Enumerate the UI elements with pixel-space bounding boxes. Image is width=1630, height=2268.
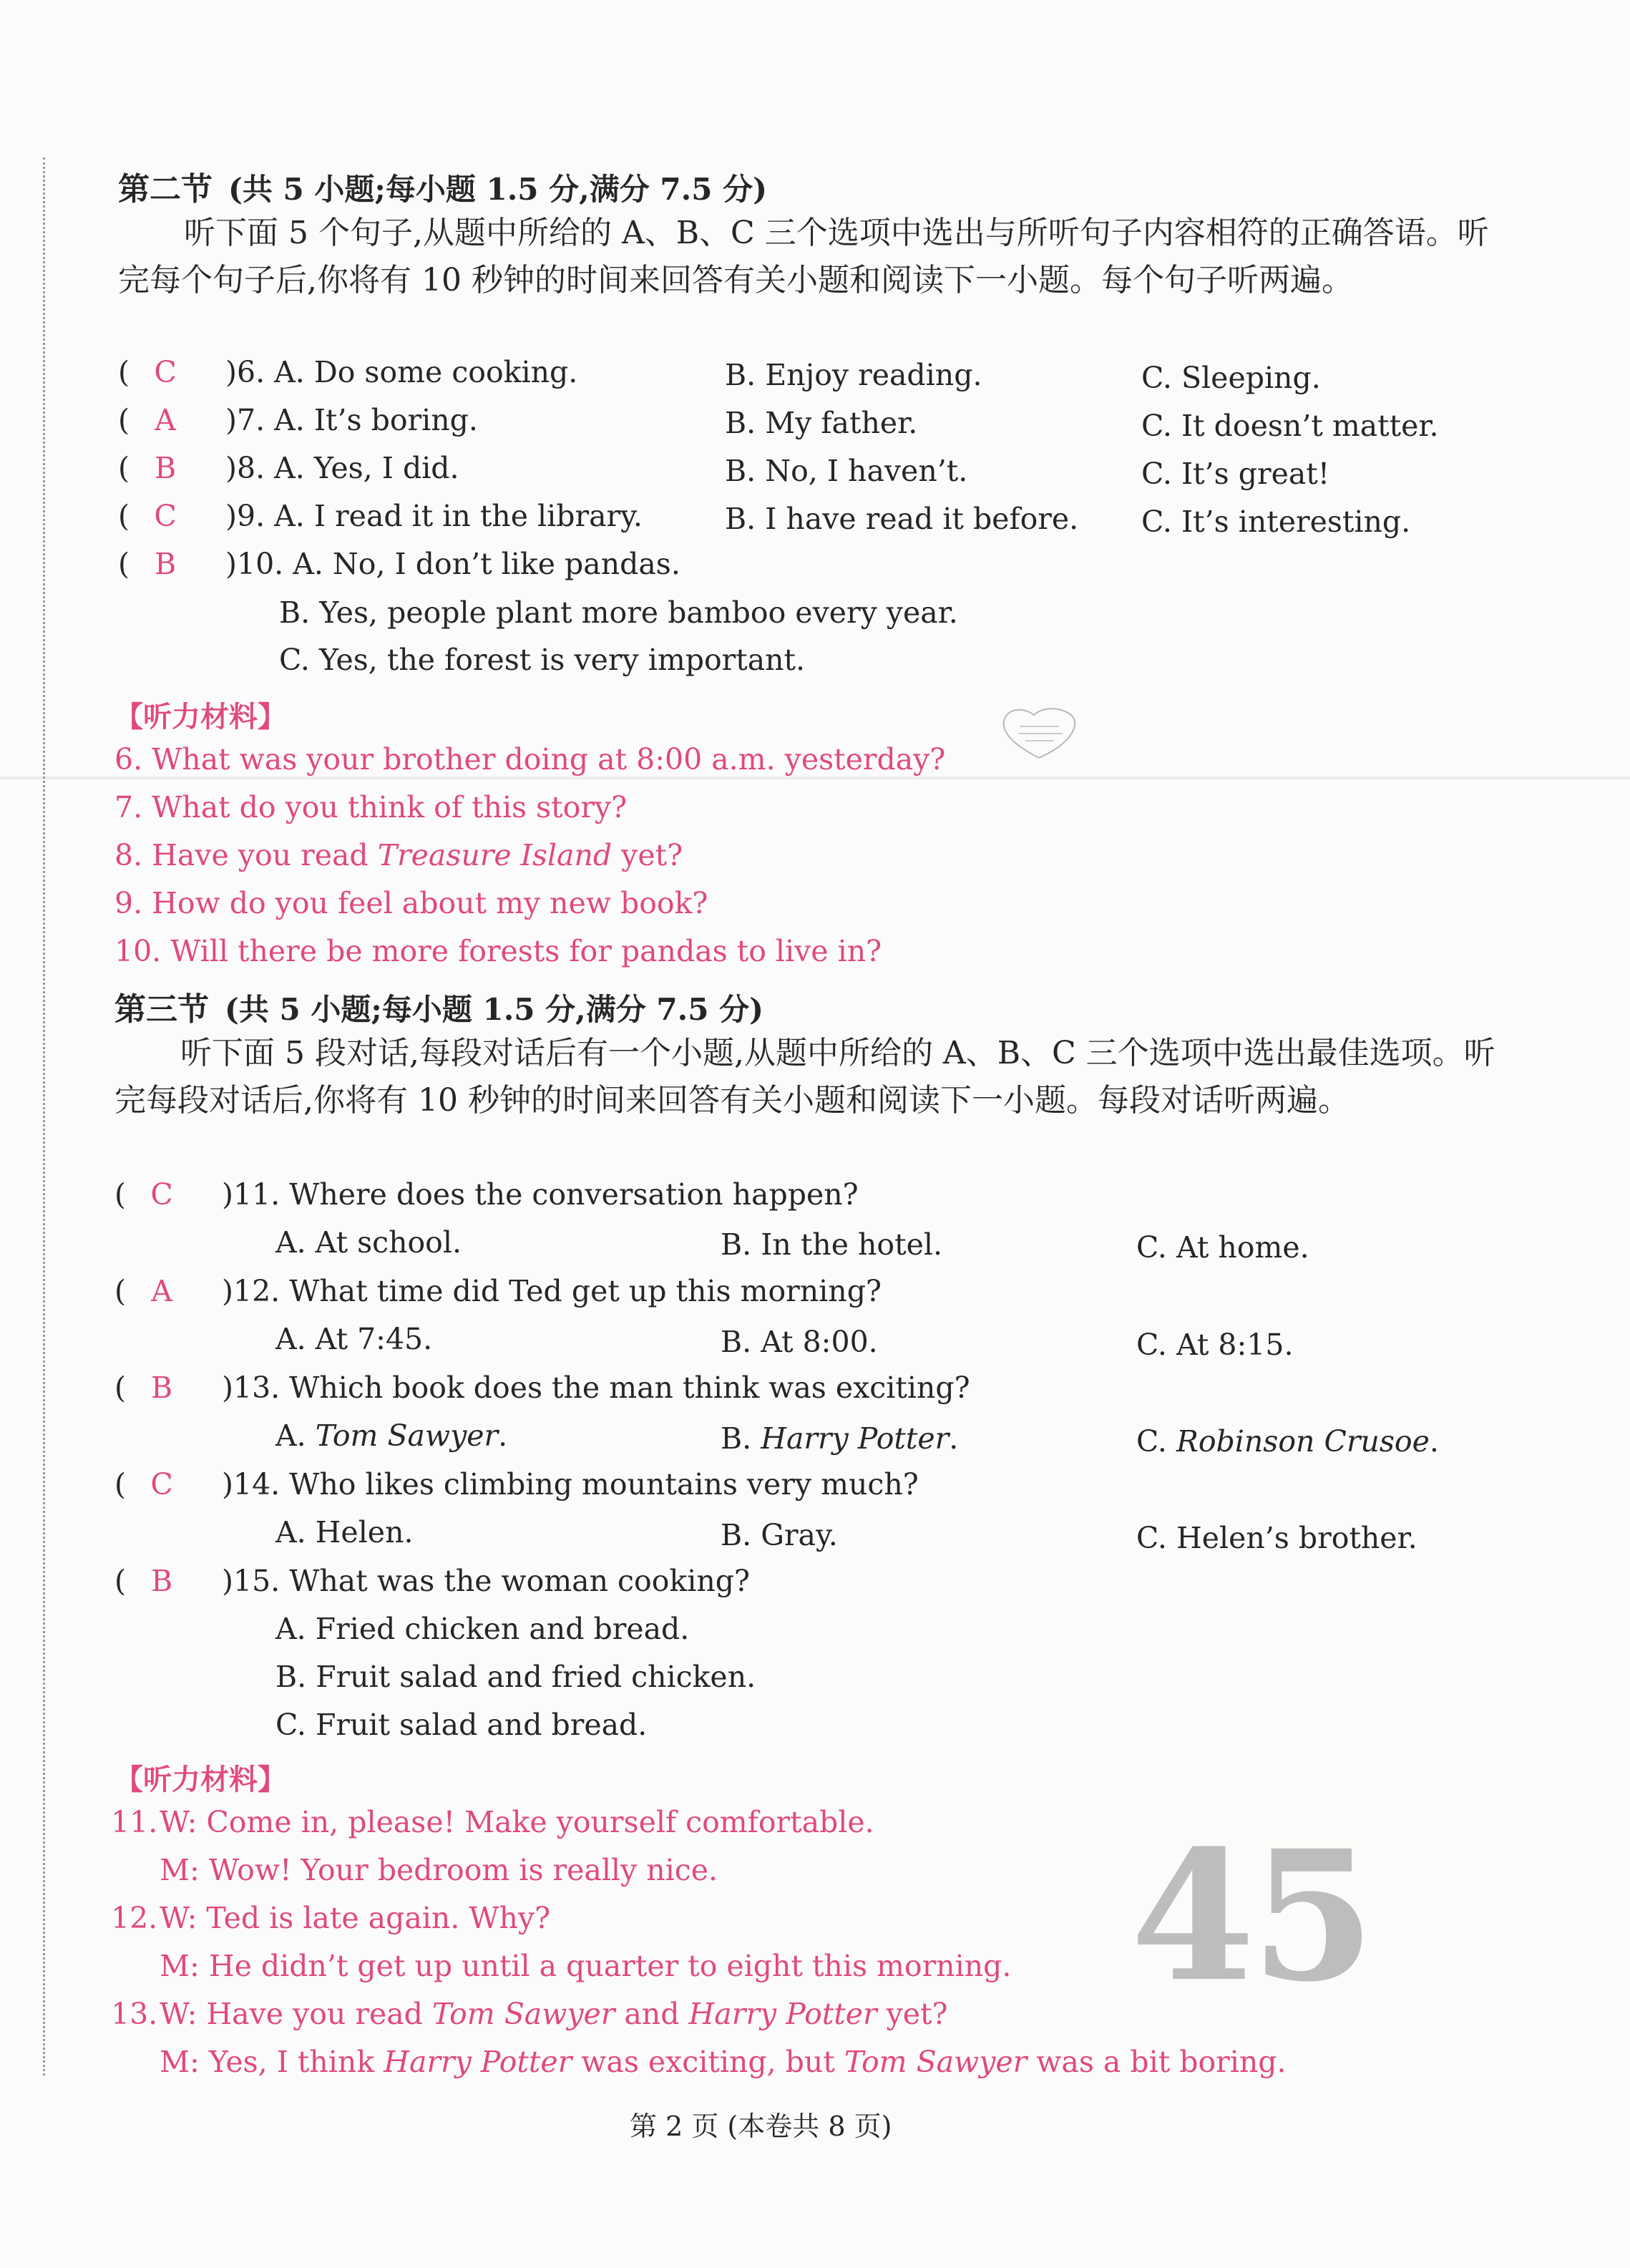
question-10: ( B )10. A. No, I don’t like pandas. — [118, 547, 680, 581]
option-c: C. At home. — [1136, 1230, 1309, 1265]
option-c: C. Yes, the forest is very important. — [279, 643, 806, 677]
section3-instruction — [114, 1030, 1495, 1124]
section3-heading — [114, 983, 763, 1029]
option-b: B. No, I haven’t. — [725, 454, 968, 488]
section3-title: 第三节 — [114, 991, 209, 1028]
option-b: B. I have read it before. — [725, 502, 1079, 536]
option-a: A. At school. — [275, 1225, 462, 1260]
option-a: A. At 7:45. — [275, 1322, 433, 1356]
answer-14: C — [150, 1467, 173, 1502]
option-c: C. It’s interesting. — [1141, 505, 1411, 539]
option-a: A. No, I don’t like pandas. — [293, 547, 680, 581]
section2-instruction — [118, 210, 1499, 304]
option-a: A. I read it in the library. — [274, 499, 643, 533]
option-c: C. At 8:15. — [1136, 1328, 1294, 1362]
answer-15: B — [150, 1564, 173, 1598]
option-b: B. In the hotel. — [721, 1227, 942, 1262]
material-line-8: 8. Have you read Treasure Island yet? — [114, 838, 683, 872]
option-a: A. It’s boring. — [274, 403, 478, 437]
question-9: ( C )9. A. I read it in the library. — [118, 499, 643, 533]
material-line-13m: M: Yes, I think Harry Potter was exciting, but Tom Sawyer was a bit boring. — [160, 2045, 1287, 2079]
material-line-9: 9. How do you feel about my new book? — [114, 886, 708, 920]
material-line-11m: M: Wow! Your bedroom is really nice. — [160, 1853, 718, 1887]
option-b: B. Enjoy reading. — [725, 358, 982, 392]
page-fold-line — [0, 777, 1630, 779]
question-12: ( A )12. What time did Ted get up this morning? — [114, 1274, 882, 1308]
option-a: A. Tom Sawyer. — [275, 1418, 508, 1453]
answer-12: A — [151, 1274, 172, 1308]
question-11: ( C )11. Where does the conversation happen? — [114, 1177, 859, 1212]
question-6: ( C )6. A. Do some cooking. — [118, 355, 578, 389]
material-line-12m: M: He didn’t get up until a quarter to eight this morning. — [160, 1949, 1012, 1983]
option-c: C. Helen’s brother. — [1136, 1521, 1417, 1555]
answer-13: B — [150, 1371, 173, 1405]
section2-instruction-text: 听下面 5 个句子,从题中所给的 A、B、C 三个选项中选出与所听句子内容相符的正确答语。听完每个句子后,你将有 10 秒钟的时间来回答有关小题和阅读下一小题。每个句子听两遍。 — [118, 215, 1489, 298]
material-line-11w: 11.W: Come in, please! Make yourself comfortable. — [111, 1805, 874, 1839]
option-c: C. It’s great! — [1141, 457, 1330, 491]
page-number-mark: 45 — [1131, 1811, 1371, 2021]
option-a: A. Fried chicken and bread. — [275, 1612, 690, 1646]
section3-meta: (共 5 小题;每小题 1.5 分,满分 7.5 分) — [225, 992, 763, 1027]
option-b: B. Fruit salad and fried chicken. — [275, 1660, 756, 1694]
answer-11: C — [150, 1177, 173, 1212]
option-c: C. Robinson Crusoe. — [1136, 1424, 1439, 1459]
option-a: A. Helen. — [275, 1515, 414, 1549]
option-a: A. Do some cooking. — [274, 355, 578, 389]
option-c: C. Fruit salad and bread. — [275, 1708, 648, 1742]
material-line-7: 7. What do you think of this story? — [114, 790, 628, 824]
answer-8: B — [154, 451, 177, 485]
option-b: B. Gray. — [721, 1518, 838, 1552]
section3-material-label: 【听力材料】 — [114, 1763, 286, 1796]
question-14: ( C )14. Who likes climbing mountains very much? — [114, 1467, 919, 1502]
answer-9: C — [154, 499, 177, 533]
answer-10: B — [154, 547, 177, 581]
question-7: ( A )7. A. It’s boring. — [118, 403, 478, 437]
section2-heading — [118, 163, 767, 209]
option-a: A. Yes, I did. — [274, 451, 459, 485]
question-13: ( B )13. Which book does the man think was exciting? — [114, 1371, 970, 1405]
heart-stamp-icon — [998, 705, 1080, 762]
option-b: B. Harry Potter. — [721, 1421, 959, 1456]
material-line-10: 10. Will there be more forests for pandas to live in? — [114, 934, 882, 968]
option-b: B. Yes, people plant more bamboo every year. — [279, 595, 958, 630]
section2-meta: (共 5 小题;每小题 1.5 分,满分 7.5 分) — [228, 172, 767, 207]
section3-instruction-text: 听下面 5 段对话,每段对话后有一个小题,从题中所给的 A、B、C 三个选项中选出最佳选项。听完每段对话后,你将有 10 秒钟的时间来回答有关小题和阅读下一小题。每段对话听两遍。 — [114, 1035, 1495, 1119]
question-15: ( B )15. What was the woman cooking? — [114, 1564, 750, 1598]
option-c: C. It doesn’t matter. — [1141, 409, 1439, 443]
material-line-12w: 12.W: Ted is late again. Why? — [111, 1901, 551, 1935]
answer-6: C — [154, 355, 177, 389]
option-b: B. At 8:00. — [721, 1325, 878, 1359]
binding-margin-line — [43, 157, 45, 2075]
option-b: B. My father. — [725, 406, 918, 440]
answer-7: A — [155, 403, 176, 437]
section2-material-label: 【听力材料】 — [114, 701, 286, 734]
material-line-6: 6. What was your brother doing at 8:00 a.m. yesterday? — [114, 742, 946, 777]
question-8: ( B )8. A. Yes, I did. — [118, 451, 459, 485]
page-footer: 第 2 页 (本卷共 8 页) — [630, 2111, 892, 2142]
material-line-13w: 13.W: Have you read Tom Sawyer and Harry Potter yet? — [111, 1997, 948, 2031]
section2-title: 第二节 — [118, 171, 213, 208]
option-c: C. Sleeping. — [1141, 361, 1321, 395]
